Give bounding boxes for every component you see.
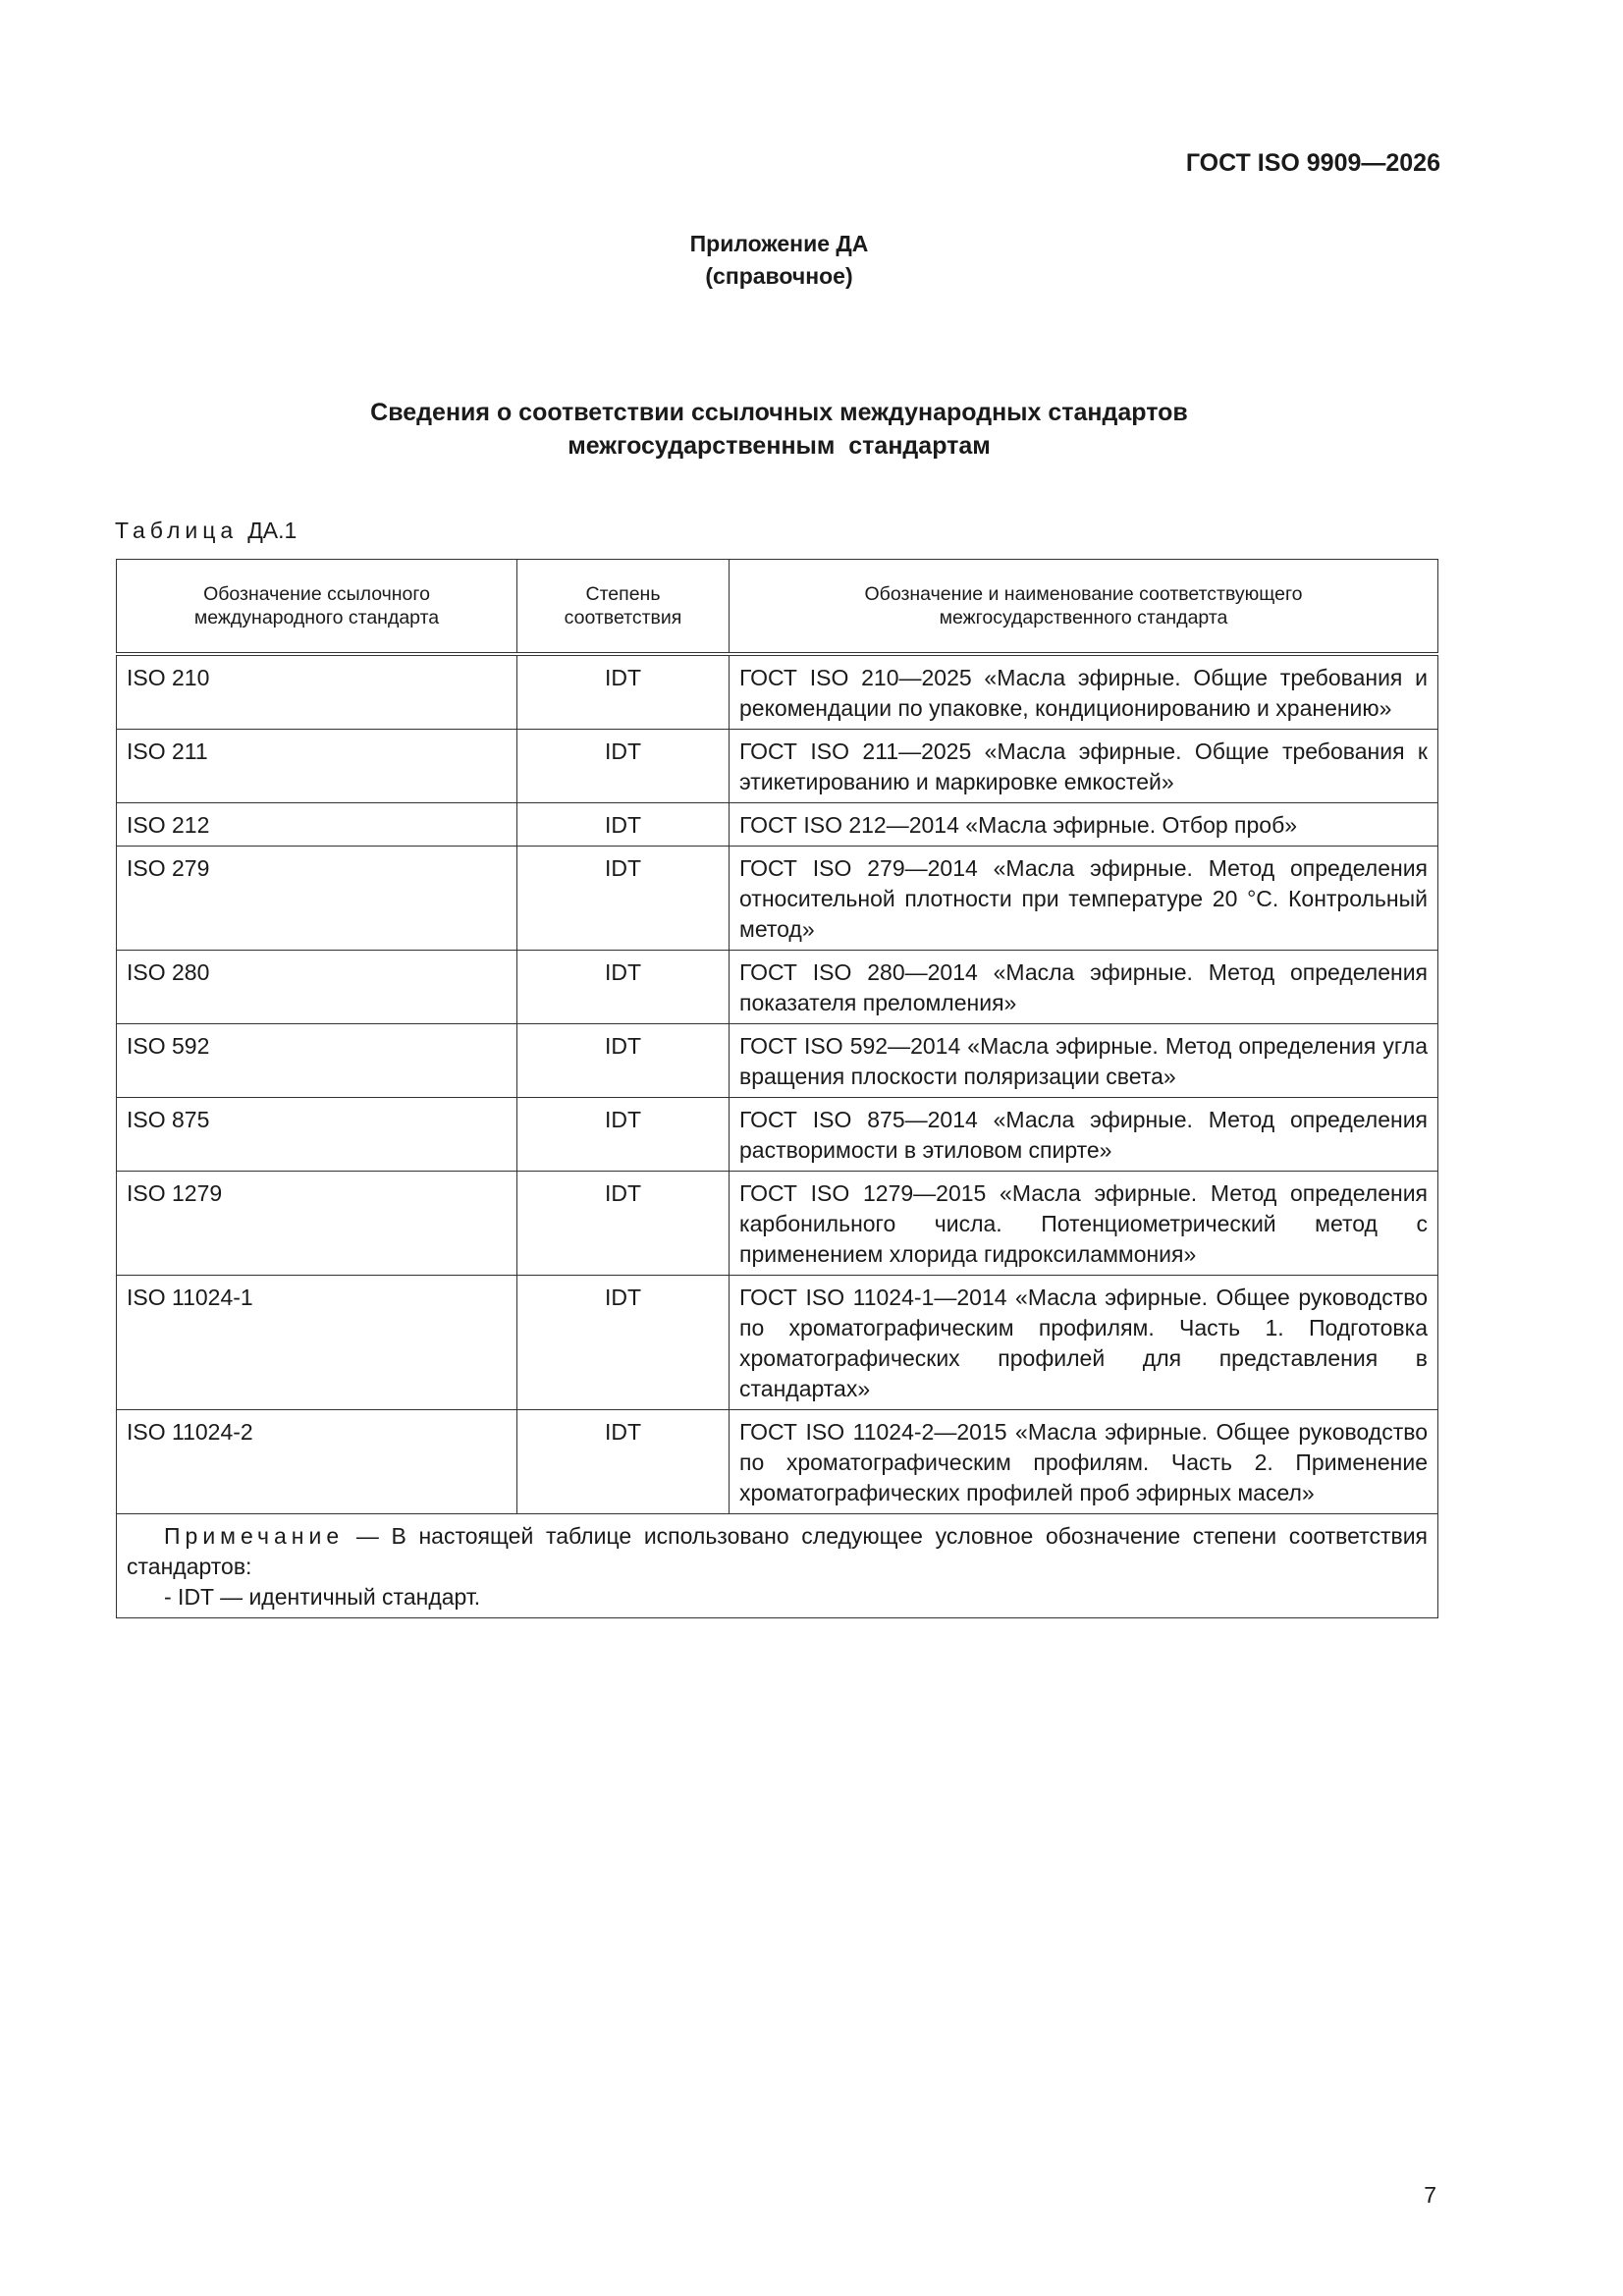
reference-standard-code: ISO 280 [117,951,517,1024]
table-row [117,730,1438,803]
section-title [0,396,1558,463]
table-row [117,1098,1438,1172]
column-header-interstate-standard: Обозначение и наименование соответствующего межгосударственного стандарта [730,560,1438,655]
table-row [117,1172,1438,1276]
interstate-standard-name: ГОСТ ISO 211—2025 «Масла эфирные. Общие требования к этикетированию и маркировке емкостей» [730,730,1438,803]
table-label [115,518,297,544]
column-header-degree: Степень соответствия [517,560,730,655]
table-row [117,1276,1438,1410]
degree-of-correspondence: IDT [517,1024,730,1098]
interstate-standard-name: ГОСТ ISO 212—2014 «Масла эфирные. Отбор проб» [730,803,1438,847]
reference-standard-code: ISO 592 [117,1024,517,1098]
note-text [127,1521,1428,1582]
section-title-line2: межгосударственным стандартам [568,432,991,460]
table-row [117,1410,1438,1514]
degree-of-correspondence: IDT [517,1410,730,1514]
page-number: 7 [1424,2182,1436,2208]
degree-of-correspondence: IDT [517,1276,730,1410]
degree-of-correspondence: IDT [517,1098,730,1172]
table-label-number: ДА.1 [247,518,298,543]
interstate-standard-name: ГОСТ ISO 875—2014 «Масла эфирные. Метод определения растворимости в этиловом спирте» [730,1098,1438,1172]
note-label: Примечание [164,1523,345,1549]
reference-standard-code: ISO 1279 [117,1172,517,1276]
reference-standard-code: ISO 875 [117,1098,517,1172]
reference-standard-code: ISO 11024-2 [117,1410,517,1514]
reference-standard-code: ISO 11024-1 [117,1276,517,1410]
reference-standard-code: ISO 279 [117,847,517,951]
table-label-prefix: Таблица [115,518,239,543]
interstate-standard-name: ГОСТ ISO 592—2014 «Масла эфирные. Метод определения угла вращения плоскости поляризации света» [730,1024,1438,1098]
appendix-heading [0,228,1558,293]
table-row [117,951,1438,1024]
degree-of-correspondence: IDT [517,803,730,847]
degree-of-correspondence: IDT [517,1172,730,1276]
interstate-standard-name: ГОСТ ISO 280—2014 «Масла эфирные. Метод определения показателя преломления» [730,951,1438,1024]
interstate-standard-name: ГОСТ ISO 1279—2015 «Масла эфирные. Метод определения карбонильного числа. Потенциометрический метод с применением хлорида гидроксиламмония» [730,1172,1438,1276]
reference-standard-code: ISO 212 [117,803,517,847]
degree-of-correspondence: IDT [517,730,730,803]
interstate-standard-name: ГОСТ ISO 11024-2—2015 «Масла эфирные. Общее руководство по хроматографическим профилям. Часть 2. Применение хроматографических профилей проб эфирных масел» [730,1410,1438,1514]
reference-standard-code: ISO 211 [117,730,517,803]
note-body: — В настоящей таблице использовано следующее условное обозначение степени соответствия стандартов: [127,1523,1428,1579]
table-note-row [117,1514,1438,1618]
table-note [117,1514,1438,1618]
standard-code: ГОСТ ISO 9909—2026 [1185,149,1440,177]
interstate-standard-name: ГОСТ ISO 210—2025 «Масла эфирные. Общие требования и рекомендации по упаковке, кондиционированию и хранению» [730,654,1438,730]
column-header-reference-standard: Обозначение ссылочного международного стандарта [117,560,517,655]
table-header-row [117,560,1438,655]
degree-of-correspondence: IDT [517,654,730,730]
note-item: - IDT — идентичный стандарт. [164,1584,481,1610]
appendix-title: Приложение ДА [689,231,869,256]
table-row [117,1024,1438,1098]
correspondence-table [116,559,1438,1618]
reference-standard-code: ISO 210 [117,654,517,730]
appendix-subtitle: (справочное) [705,263,853,289]
degree-of-correspondence: IDT [517,847,730,951]
section-title-line1: Сведения о соответствии ссылочных международных стандартов [370,399,1188,426]
interstate-standard-name: ГОСТ ISO 11024-1—2014 «Масла эфирные. Общее руководство по хроматографическим профилям. Часть 1. Подготовка хроматографических профилей для представления в стандартах» [730,1276,1438,1410]
degree-of-correspondence: IDT [517,951,730,1024]
table-row [117,847,1438,951]
table-row [117,803,1438,847]
table-row [117,654,1438,730]
interstate-standard-name: ГОСТ ISO 279—2014 «Масла эфирные. Метод определения относительной плотности при температуре 20 °С. Контрольный метод» [730,847,1438,951]
